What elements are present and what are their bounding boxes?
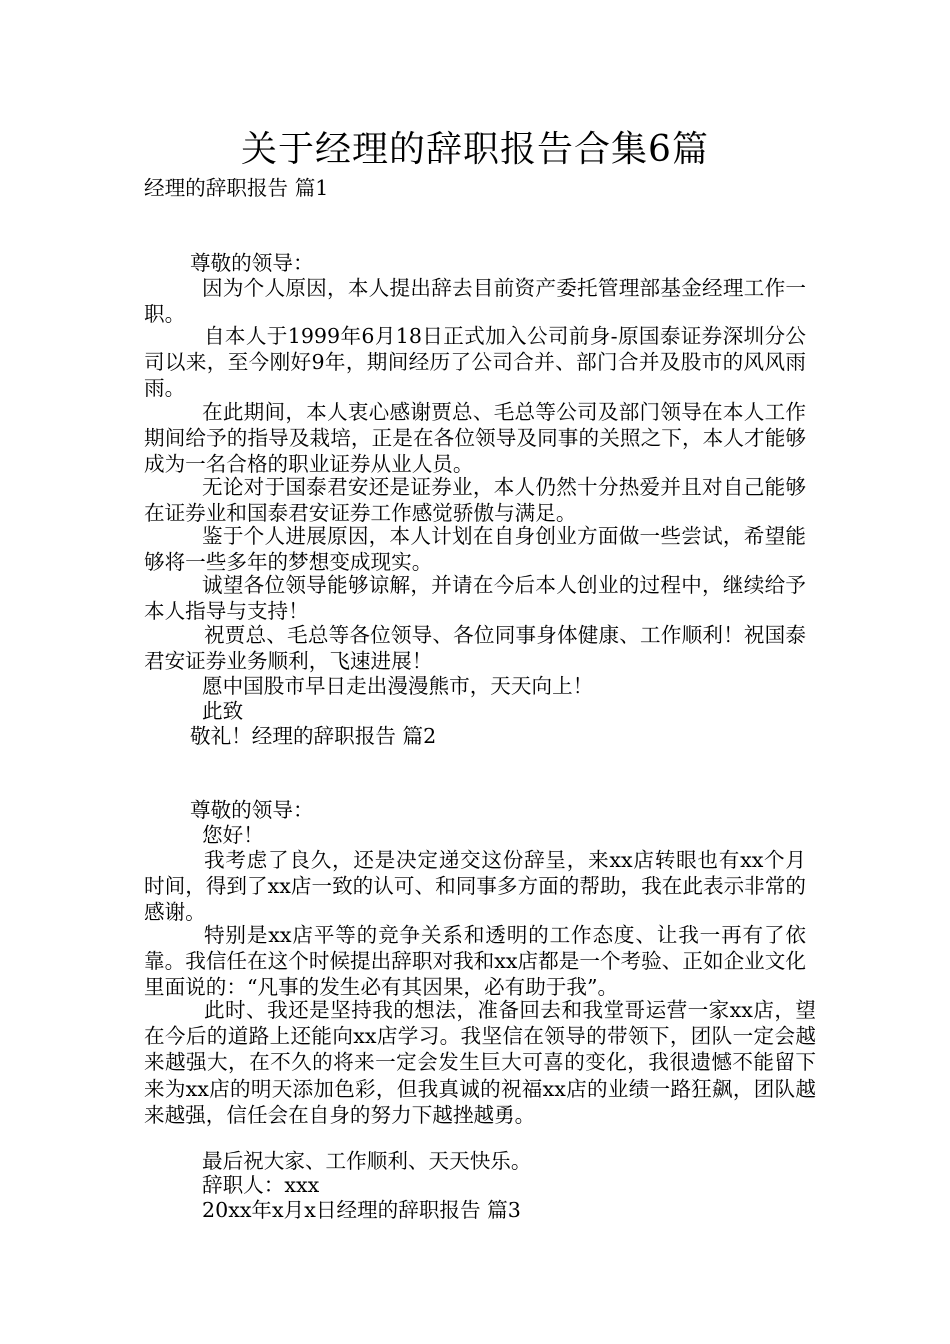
signer: 辞职人：xxx (202, 1173, 320, 1197)
paragraph: 特别是xx店平等的竞争关系和透明的工作态度、让我一再有了依靠。我信任在这个时候提出辞职对我和xx店都是一个考验、正如企业文化里面说的：“凡事的发生必有其因果，必有助于我”。 (144, 923, 806, 1000)
salutation: 尊敬的领导： (190, 798, 314, 822)
paragraph: 愿中国股市早日走出漫漫熊市，天天向上！ (202, 674, 594, 698)
document-title: 关于经理的辞职报告合集6篇 (241, 129, 709, 170)
section-heading: 经理的辞职报告 篇1 (144, 176, 329, 200)
closing: 此致 (202, 699, 244, 723)
paragraph: 祝贾总、毛总等各位领导、各位同事身体健康、工作顺利！祝国泰君安证券业务顺利，飞速进展！ (144, 623, 806, 674)
salutation: 尊敬的领导： (190, 251, 314, 275)
paragraph: 因为个人原因，本人提出辞去目前资产委托管理部基金经理工作一职。 (144, 276, 806, 327)
closing-wish: 最后祝大家、工作顺利、天天快乐。 (202, 1149, 532, 1173)
paragraph: 此时、我还是坚持我的想法，准备回去和我堂哥运营一家xx店，望在今后的道路上还能向xx店学习。我坚信在领导的带领下，团队一定会越来越强大，在不久的将来一定会发生巨大可喜的变化，我很遗憾不能留下来为xx店的明天添加色彩，但我真诚的祝福xx店的业绩一路狂飙，团队越来越强，信任会在自身的努力下越挫越勇。 (144, 998, 816, 1127)
paragraph: 诚望各位领导能够谅解，并请在今后本人创业的过程中，继续给予本人指导与支持！ (144, 573, 806, 624)
closing-and-next-heading: 敬礼！经理的辞职报告 篇2 (190, 724, 437, 748)
paragraph: 我考虑了良久，还是决定递交这份辞呈，来xx店转眼也有xx个月时间，得到了xx店一致的认可、和同事多方面的帮助，我在此表示非常的感谢。 (144, 848, 806, 925)
paragraph: 自本人于1999年6月18日正式加入公司前身-原国泰证券深圳分公司以来，至今刚好9年，期间经历了公司合并、部门合并及股市的风风雨雨。 (144, 324, 806, 401)
paragraph: 无论对于国泰君安还是证券业，本人仍然十分热爱并且对自己能够在证券业和国泰君安证券工作感觉骄傲与满足。 (144, 475, 806, 526)
paragraph: 鉴于个人进展原因，本人计划在自身创业方面做一些尝试，希望能够将一些多年的梦想变成现实。 (144, 524, 806, 575)
date-and-next-heading: 20xx年x月x日经理的辞职报告 篇3 (202, 1198, 521, 1222)
greeting: 您好！ (202, 823, 264, 847)
paragraph: 在此期间，本人衷心感谢贾总、毛总等公司及部门领导在本人工作期间给予的指导及栽培，正是在各位领导及同事的关照之下，本人才能够成为一名合格的职业证券从业人员。 (144, 400, 806, 477)
